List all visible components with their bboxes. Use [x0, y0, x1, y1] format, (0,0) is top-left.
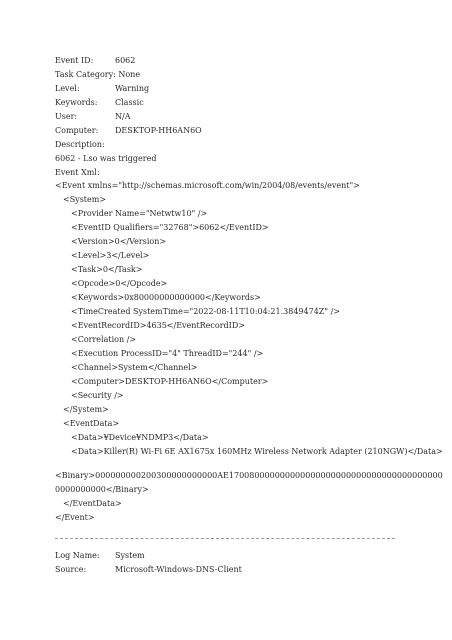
xml-line: <Correlation /> — [71, 335, 137, 344]
event-xml-label: Event Xml: — [55, 168, 100, 177]
xml-line: </System> — [63, 405, 109, 414]
xml-line: <Level>3</Level> — [71, 251, 150, 260]
event-id-value: 6062 — [115, 56, 136, 65]
event-id-label: Event ID: — [55, 56, 94, 65]
xml-line: <Computer>DESKTOP-HH6AN6O</Computer> — [71, 377, 269, 386]
xml-line: <Binary>000000000200300000000000AE170080000000000000000000000000000000000000 — [55, 471, 443, 480]
task-category-label: Task Category: — [55, 70, 116, 79]
xml-line: <Keywords>0x80000000000000</Keywords> — [71, 293, 261, 302]
xml-line: </EventData> — [63, 499, 122, 508]
computer-row — [55, 126, 202, 136]
xml-line: <Data>Killer(R) Wi-Fi 6E AX1675x 160MHz Wireless Network Adapter (210NGW)</Data> — [71, 447, 443, 456]
description-label: Description: — [55, 140, 105, 149]
xml-line: <Provider Name="Netwtw10" /> — [71, 209, 208, 218]
source-label: Source: — [55, 565, 87, 574]
computer-value: DESKTOP-HH6AN6O — [115, 126, 202, 135]
level-value: Warning — [115, 84, 150, 93]
xml-line: <EventData> — [63, 419, 120, 428]
user-value: N/A — [115, 112, 131, 121]
event-id-row — [55, 56, 135, 66]
log-name-row — [55, 551, 145, 561]
level-row — [55, 84, 149, 94]
task-category-value: None — [118, 70, 141, 79]
xml-line: <EventRecordID>4635</EventRecordID> — [71, 321, 245, 330]
task-category-row — [55, 70, 140, 80]
level-label: Level: — [55, 84, 80, 93]
keywords-row — [55, 98, 144, 108]
xml-line: 0000000000</Binary> — [55, 485, 149, 494]
xml-line: <Version>0</Version> — [71, 237, 167, 246]
source-value: Microsoft-Windows-DNS-Client — [115, 565, 242, 574]
xml-line: <TimeCreated SystemTime="2022-08-11T10:04:21.3849474Z" /> — [71, 307, 340, 316]
xml-line: <Security /> — [71, 391, 124, 400]
computer-label: Computer: — [55, 126, 99, 135]
xml-line: <Channel>System</Channel> — [71, 363, 198, 372]
user-row — [55, 112, 130, 122]
keywords-label: Keywords: — [55, 98, 98, 107]
xml-line: <Opcode>0</Opcode> — [71, 279, 168, 288]
xml-line: <Execution ProcessID="4" ThreadID="244" /> — [71, 349, 264, 358]
xml-line: <EventID Qualifiers="32768">6062</EventID> — [71, 223, 269, 232]
keywords-value: Classic — [115, 98, 144, 107]
xml-line: <Event xmlns="http://schemas.microsoft.com/win/2004/08/events/event"> — [55, 181, 360, 190]
description-text: 6062 - Lso was triggered — [55, 154, 157, 163]
source-row — [55, 565, 242, 575]
xml-line: <Data>¥Device¥NDMP3</Data> — [71, 433, 209, 442]
user-label: User: — [55, 112, 78, 121]
xml-line: <System> — [63, 195, 107, 204]
entry-separator — [55, 538, 395, 539]
xml-line: </Event> — [55, 513, 95, 522]
log-name-label: Log Name: — [55, 551, 100, 560]
xml-line: <Task>0</Task> — [71, 265, 143, 274]
log-name-value: System — [115, 551, 145, 560]
